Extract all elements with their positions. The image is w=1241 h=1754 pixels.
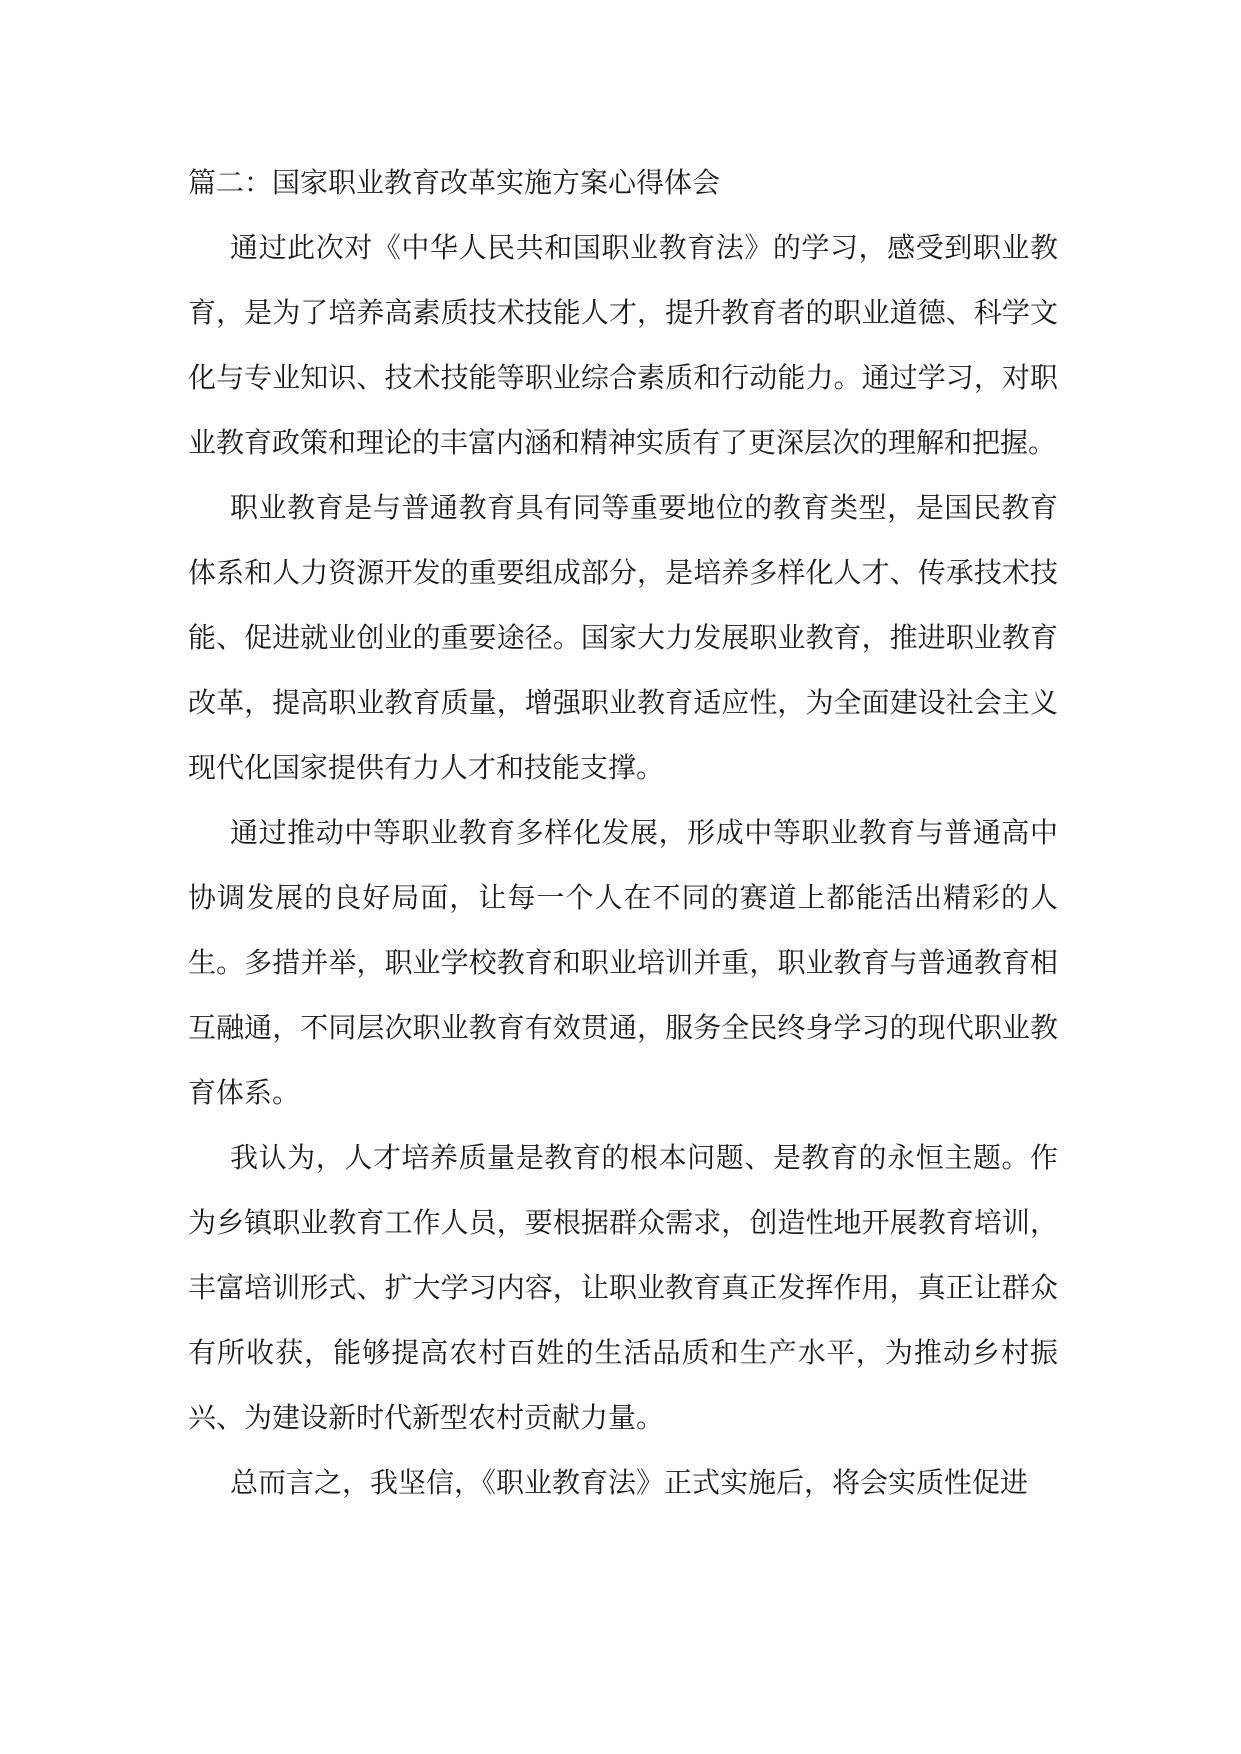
paragraph-1: 通过此次对《中华人民共和国职业教育法》的学习，感受到职业教育，是为了培养高素质技术技能人才，提升教育者的职业道德、科学文化与专业知识、技术技能等职业综合素质和行动能力。通过学习，对职业教育政策和理论的丰富内涵和精神实质有了更深层次的理解和把握。	[188, 231, 1058, 459]
paragraph-5: 总而言之，我坚信，《职业教育法》正式实施后，将会实质性促进	[230, 1466, 1029, 1499]
paragraph-4: 我认为，人才培养质量是教育的根本问题、是教育的永恒主题。作为乡镇职业教育工作人员，要根据群众需求，创造性地开展教育培训，丰富培训形式、扩大学习内容，让职业教育真正发挥作用，真正让群众有所收获，能够提高农村百姓的生活品质和生产水平，为推动乡村振兴、为建设新时代新型农村贡献力量。	[188, 1141, 1058, 1434]
document-title: 篇二：国家职业教育改革实施方案心得体会	[188, 166, 721, 199]
paragraph-2: 职业教育是与普通教育具有同等重要地位的教育类型，是国民教育体系和人力资源开发的重要组成部分，是培养多样化人才、传承技术技能、促进就业创业的重要途径。国家大力发展职业教育，推进职业教育改革，提高职业教育质量，增强职业教育适应性，为全面建设社会主义现代化国家提供有力人才和技能支撑。	[188, 491, 1058, 784]
document-body	[188, 150, 1058, 1515]
paragraph-3: 通过推动中等职业教育多样化发展，形成中等职业教育与普通高中协调发展的良好局面，让每一个人在不同的赛道上都能活出精彩的人生。多措并举，职业学校教育和职业培训并重，职业教育与普通教育相互融通，不同层次职业教育有效贯通，服务全民终身学习的现代职业教育体系。	[188, 816, 1058, 1109]
